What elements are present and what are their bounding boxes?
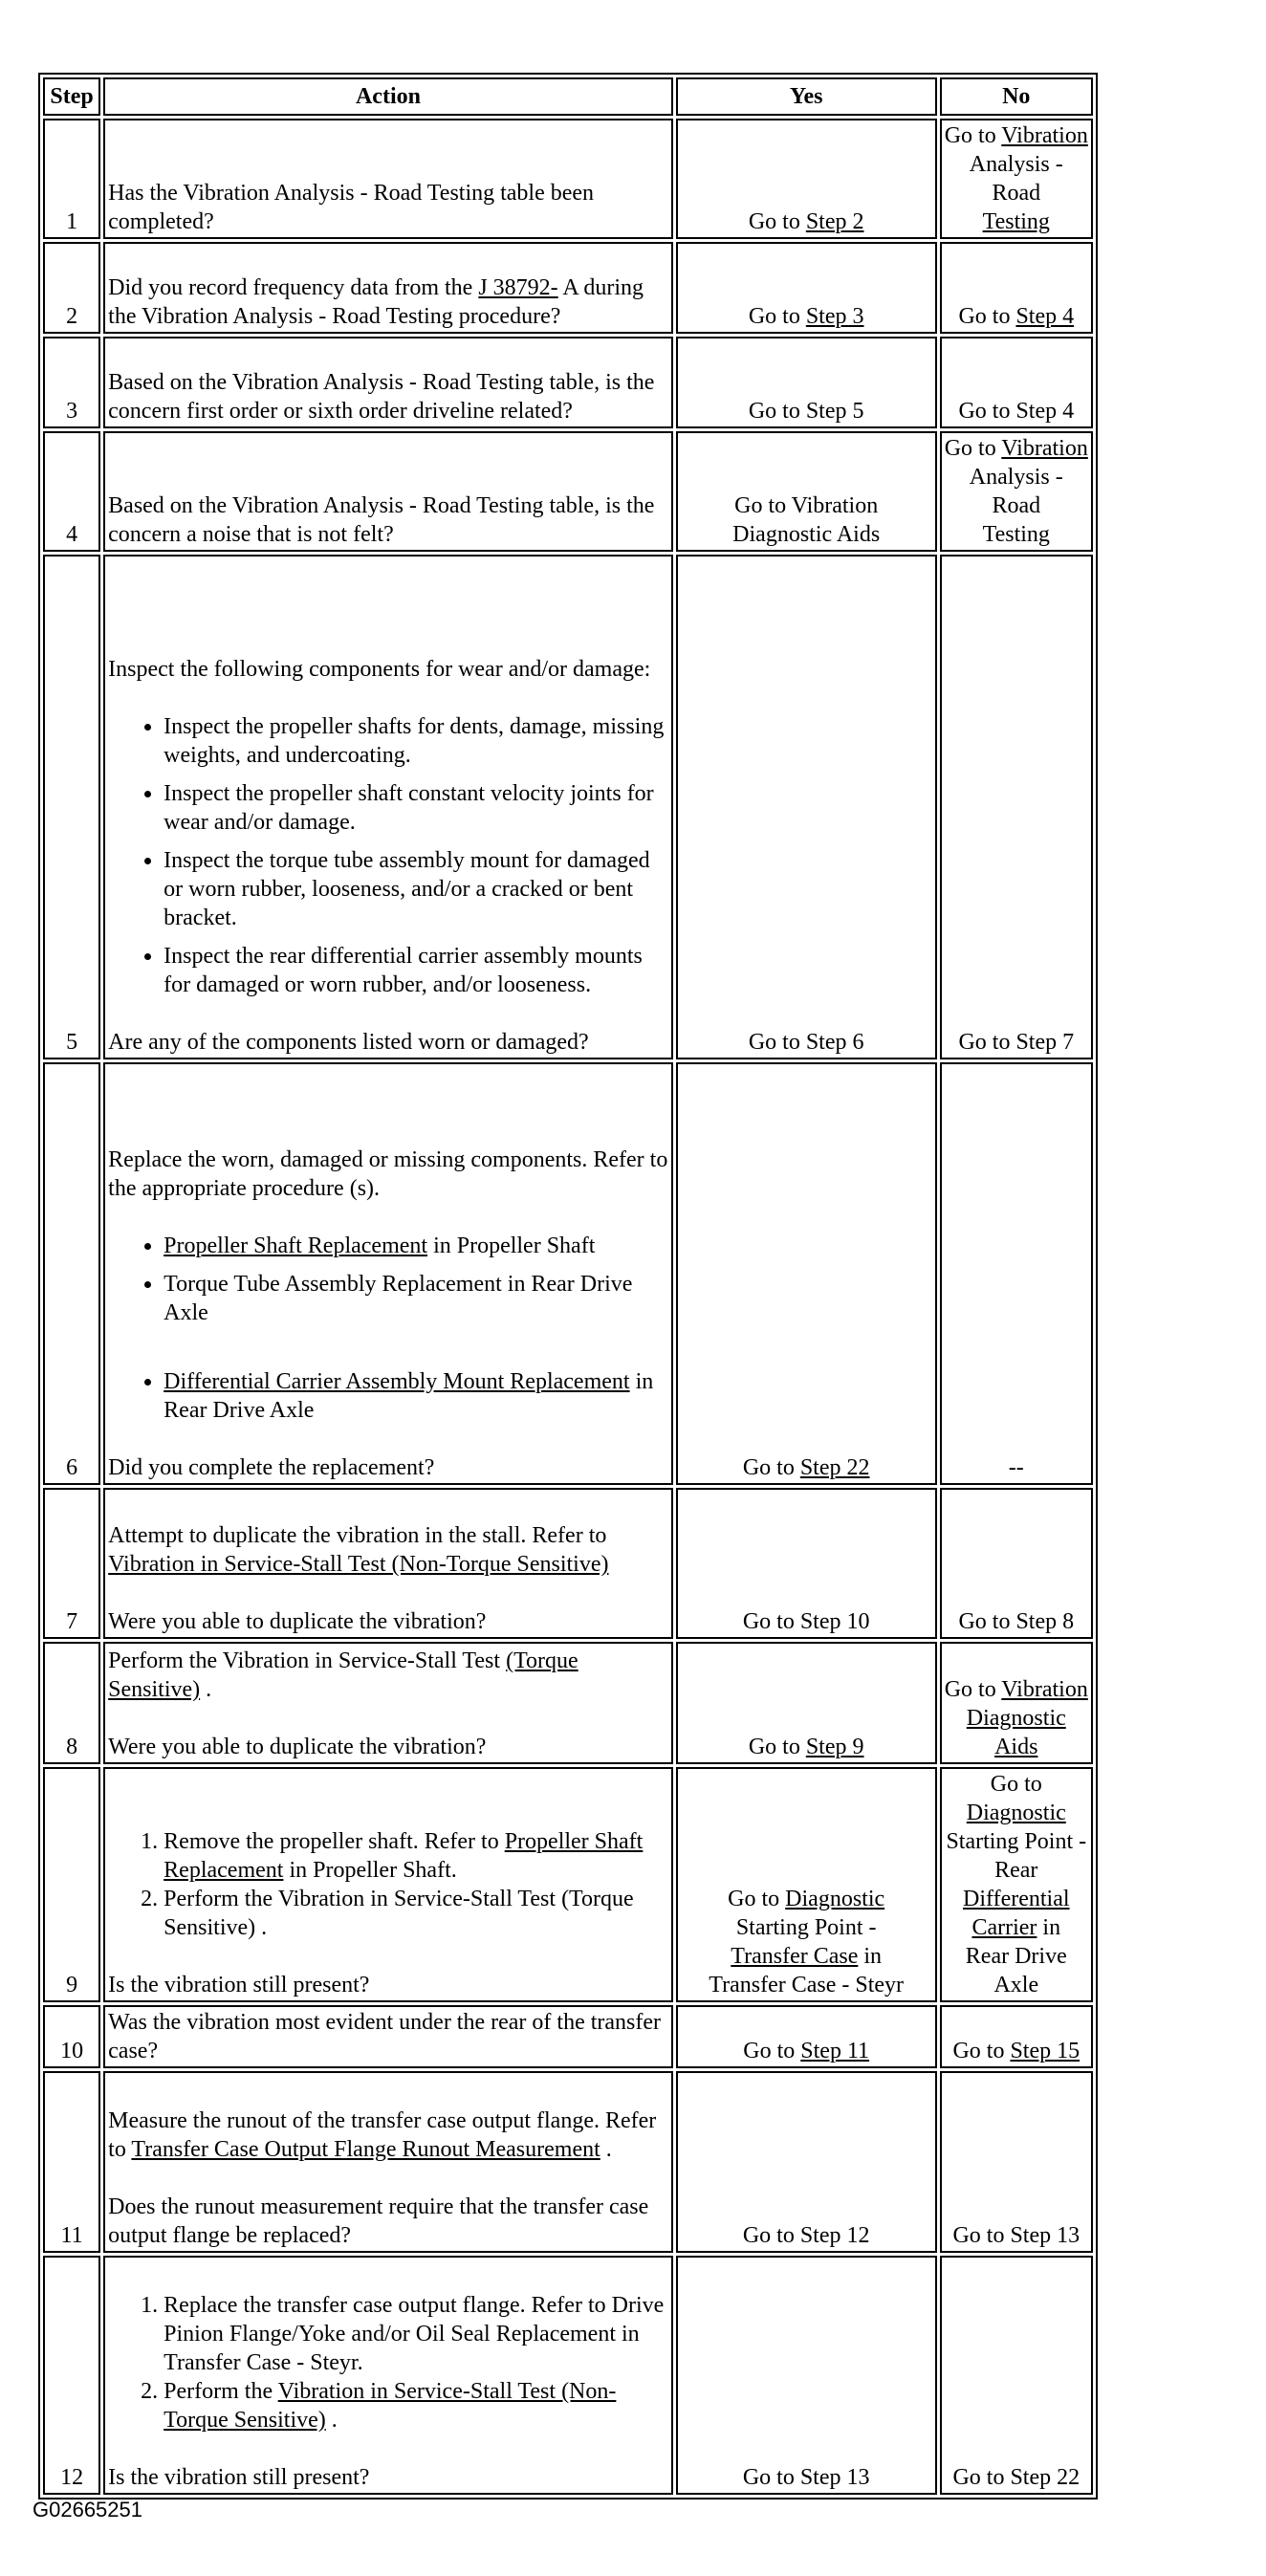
no-text-4: Rear Drive Axle bbox=[965, 1944, 1067, 1997]
no-cell: Go to Step 13 bbox=[940, 2071, 1093, 2253]
list-item bbox=[164, 2377, 668, 2434]
list-item: • Inspect the rear differential carrier assembly mounts for damaged or worn rubber, and/or looseness. bbox=[164, 942, 668, 999]
header-no: No bbox=[940, 77, 1093, 116]
table-row bbox=[43, 555, 1093, 1059]
no-link[interactable]: Vibration bbox=[1001, 436, 1088, 461]
numbered-steps bbox=[108, 2291, 668, 2434]
yes-cell bbox=[676, 1642, 937, 1764]
yes-text: Go to bbox=[743, 2039, 801, 2063]
table-row bbox=[43, 431, 1093, 552]
procedure-list bbox=[108, 1232, 668, 1425]
no-text: Go to bbox=[990, 1772, 1042, 1797]
yes-text: Go to bbox=[748, 304, 806, 329]
no-cell: Go to Step 22 bbox=[940, 2256, 1093, 2495]
action-cell bbox=[103, 555, 673, 1059]
action-cell bbox=[103, 1488, 673, 1639]
step-number: 3 bbox=[43, 337, 100, 428]
table-row bbox=[43, 2256, 1093, 2495]
action-cell bbox=[103, 119, 673, 239]
step-number: 6 bbox=[43, 1062, 100, 1485]
table-row bbox=[43, 119, 1093, 239]
step-text-2: in Propeller Shaft. bbox=[283, 1858, 457, 1883]
no-cell: Go to Step 8 bbox=[940, 1488, 1093, 1639]
action-question: Based on the Vibration Analysis - Road Testing table, is the concern a noise that is not felt? bbox=[108, 493, 655, 547]
diagnostic-table bbox=[38, 73, 1098, 2500]
action-text: Did you record frequency data from the bbox=[108, 275, 479, 300]
procedure-text: in Rear Drive Axle bbox=[164, 1369, 654, 1423]
action-cell bbox=[103, 2071, 673, 2253]
step-number: 1 bbox=[43, 119, 100, 239]
procedure-link[interactable]: (Torque Sensitive) bbox=[108, 1648, 578, 1702]
no-cell: -- bbox=[940, 1062, 1093, 1485]
procedure-link[interactable]: Propeller Shaft Replacement bbox=[164, 1829, 644, 1883]
list-item: 2. Perform the Vibration in Service-Stall Test (Torque Sensitive) . bbox=[164, 1885, 668, 1942]
yes-text-2: Starting Point - bbox=[735, 1915, 877, 1940]
list-item bbox=[164, 1367, 668, 1425]
list-item bbox=[164, 1232, 668, 1260]
step-text: Perform the bbox=[164, 2379, 278, 2404]
header-action: Action bbox=[103, 77, 673, 116]
list-item: 1. Replace the transfer case output flange. Refer to Drive Pinion Flange/Yoke and/or Oil Seal Replacement in Transfer Case - Steyr. bbox=[164, 2291, 668, 2377]
yes-text: Go to bbox=[748, 209, 806, 234]
yes-text: Go to bbox=[728, 1887, 786, 1911]
action-question: Were you able to duplicate the vibration? bbox=[108, 1609, 487, 1634]
yes-cell: Go to Step 10 bbox=[676, 1488, 937, 1639]
yes-cell: Go to Step 5 bbox=[676, 337, 937, 428]
yes-cell: Go to Step 12 bbox=[676, 2071, 937, 2253]
no-link[interactable]: Step 4 bbox=[1015, 304, 1075, 329]
yes-link[interactable]: Step 22 bbox=[799, 1455, 870, 1480]
yes-cell bbox=[676, 1062, 937, 1485]
table-row bbox=[43, 1062, 1093, 1485]
yes-cell bbox=[676, 431, 937, 552]
no-cell bbox=[940, 1642, 1093, 1764]
action-text-2: . bbox=[600, 2137, 612, 2162]
action-text: Perform the Vibration in Service-Stall Test bbox=[108, 1648, 507, 1673]
list-item: • Inspect the propeller shafts for dents, damage, missing weights, and undercoating. bbox=[164, 712, 668, 770]
list-item bbox=[164, 1827, 668, 1885]
action-cell bbox=[103, 337, 673, 428]
action-question: Were you able to duplicate the vibration? bbox=[108, 1735, 487, 1759]
figure-id: G02665251 bbox=[33, 2498, 142, 2521]
no-link-2[interactable]: Differential Carrier bbox=[963, 1887, 1070, 1940]
no-text: Go to bbox=[944, 436, 1002, 461]
action-cell bbox=[103, 1642, 673, 1764]
no-text-2: Analysis - Road bbox=[969, 465, 1063, 518]
action-question: Are any of the components listed worn or damaged? bbox=[108, 1030, 589, 1055]
step-text: Remove the propeller shaft. Refer to bbox=[164, 1829, 505, 1854]
yes-link[interactable]: Step 9 bbox=[805, 1735, 864, 1759]
yes-cell: Go to Step 6 bbox=[676, 555, 937, 1059]
step-number: 5 bbox=[43, 555, 100, 1059]
header-yes: Yes bbox=[676, 77, 937, 116]
action-question: Is the vibration still present? bbox=[108, 2465, 370, 2490]
action-intro: Replace the worn, damaged or missing components. Refer to the appropriate procedure (s). bbox=[108, 1147, 668, 1201]
no-text: Go to bbox=[952, 2039, 1011, 2063]
step-number: 2 bbox=[43, 242, 100, 334]
table-row bbox=[43, 1488, 1093, 1639]
tool-link[interactable]: J 38792- bbox=[478, 275, 558, 300]
action-text-2: A during the Vibration Analysis - Road Testing procedure? bbox=[108, 275, 644, 329]
step-number: 11 bbox=[43, 2071, 100, 2253]
action-question: Based on the Vibration Analysis - Road Testing table, is the concern first order or sixth order driveline related? bbox=[108, 370, 655, 424]
yes-text-3: in bbox=[858, 1944, 883, 1969]
yes-cell bbox=[676, 1767, 937, 2002]
yes-link[interactable]: Step 2 bbox=[805, 209, 864, 234]
table-row bbox=[43, 2005, 1093, 2068]
step-number: 9 bbox=[43, 1767, 100, 2002]
table-row bbox=[43, 1767, 1093, 2002]
no-text-2: Starting Point - Rear bbox=[946, 1829, 1087, 1883]
action-question: Does the runout measurement require that the transfer case output flange be replaced? bbox=[108, 2194, 649, 2248]
list-item: • Torque Tube Assembly Replacement in Rear Drive Axle bbox=[164, 1270, 668, 1327]
procedure-link[interactable]: Vibration in Service-Stall Test (Non-Torque Sensitive) bbox=[108, 1552, 609, 1577]
step-number: 4 bbox=[43, 431, 100, 552]
no-link[interactable]: Step 15 bbox=[1010, 2039, 1080, 2063]
step-number: 10 bbox=[43, 2005, 100, 2068]
action-cell bbox=[103, 1767, 673, 2002]
yes-text: Go to Vibration bbox=[734, 493, 879, 518]
action-cell bbox=[103, 242, 673, 334]
action-text: Attempt to duplicate the vibration in the stall. Refer to bbox=[108, 1523, 607, 1548]
header-row bbox=[43, 77, 1093, 116]
yes-link-2[interactable]: Transfer Case bbox=[731, 1944, 859, 1969]
yes-cell: Go to Step 13 bbox=[676, 2256, 937, 2495]
yes-link[interactable]: Diagnostic bbox=[785, 1887, 885, 1911]
no-text: Go to bbox=[944, 123, 1002, 148]
diagnostic-page bbox=[38, 73, 1098, 2500]
yes-cell bbox=[676, 2005, 937, 2068]
list-item: • Inspect the propeller shaft constant velocity joints for wear and/or damage. bbox=[164, 779, 668, 837]
no-cell bbox=[940, 431, 1093, 552]
no-link[interactable]: Vibration bbox=[1001, 123, 1088, 148]
procedure-text: in Propeller Shaft bbox=[427, 1233, 596, 1258]
step-number: 12 bbox=[43, 2256, 100, 2495]
table-row bbox=[43, 1642, 1093, 1764]
action-question: Has the Vibration Analysis - Road Testing table been completed? bbox=[108, 181, 595, 234]
action-text-2: . bbox=[200, 1677, 212, 1702]
action-cell bbox=[103, 1062, 673, 1485]
no-link-2[interactable]: Diagnostic Aids bbox=[966, 1706, 1066, 1759]
action-question: Was the vibration most evident under the rear of the transfer case? bbox=[108, 2010, 662, 2063]
no-text-2: Analysis - Road bbox=[969, 152, 1063, 206]
no-link-2[interactable]: Testing bbox=[982, 209, 1050, 234]
no-text-3: in bbox=[1037, 1915, 1061, 1940]
action-cell bbox=[103, 431, 673, 552]
list-item: • Inspect the torque tube assembly mount for damaged or worn rubber, looseness, and/or a cracked or bent bracket. bbox=[164, 846, 668, 932]
action-text: Measure the runout of the transfer case output flange. Refer to bbox=[108, 2108, 657, 2162]
no-cell bbox=[940, 1767, 1093, 2002]
no-cell: Go to Step 7 bbox=[940, 555, 1093, 1059]
yes-cell bbox=[676, 119, 937, 239]
no-cell bbox=[940, 119, 1093, 239]
yes-text-2: Diagnostic Aids bbox=[732, 522, 881, 547]
yes-link[interactable]: Step 3 bbox=[805, 304, 864, 329]
yes-text: Go to bbox=[748, 1735, 806, 1759]
step-number: 8 bbox=[43, 1642, 100, 1764]
yes-text-4: Transfer Case - Steyr bbox=[709, 1973, 905, 1997]
step-number: 7 bbox=[43, 1488, 100, 1639]
action-question: Did you complete the replacement? bbox=[108, 1455, 435, 1480]
action-question: Is the vibration still present? bbox=[108, 1973, 370, 1997]
no-cell bbox=[940, 2005, 1093, 2068]
numbered-steps bbox=[108, 1827, 668, 1942]
inspection-list bbox=[108, 712, 668, 999]
yes-text: Go to bbox=[742, 1455, 800, 1480]
step-text-2: . bbox=[325, 2408, 338, 2433]
no-cell: Go to Step 4 bbox=[940, 337, 1093, 428]
procedure-link[interactable]: Propeller Shaft Replacement bbox=[164, 1233, 428, 1258]
no-text: Go to bbox=[958, 304, 1016, 329]
action-intro: Inspect the following components for wear and/or damage: bbox=[108, 657, 651, 682]
no-link[interactable]: Vibration bbox=[1001, 1677, 1088, 1702]
no-cell bbox=[940, 242, 1093, 334]
no-text: Go to bbox=[944, 1677, 1002, 1702]
procedure-link[interactable]: Transfer Case Output Flange Runout Measurement bbox=[131, 2137, 600, 2162]
table-row bbox=[43, 242, 1093, 334]
no-text-3: Testing bbox=[982, 522, 1050, 547]
no-link[interactable]: Diagnostic bbox=[966, 1801, 1066, 1825]
procedure-link[interactable]: Differential Carrier Assembly Mount Replacement bbox=[164, 1369, 630, 1394]
action-cell bbox=[103, 2256, 673, 2495]
table-row bbox=[43, 2071, 1093, 2253]
yes-cell bbox=[676, 242, 937, 334]
yes-link[interactable]: Step 11 bbox=[800, 2039, 870, 2063]
procedure-link[interactable]: Vibration in Service-Stall Test (Non-Torque Sensitive) bbox=[164, 2379, 617, 2433]
header-step: Step bbox=[43, 77, 100, 116]
action-cell bbox=[103, 2005, 673, 2068]
table-row bbox=[43, 337, 1093, 428]
